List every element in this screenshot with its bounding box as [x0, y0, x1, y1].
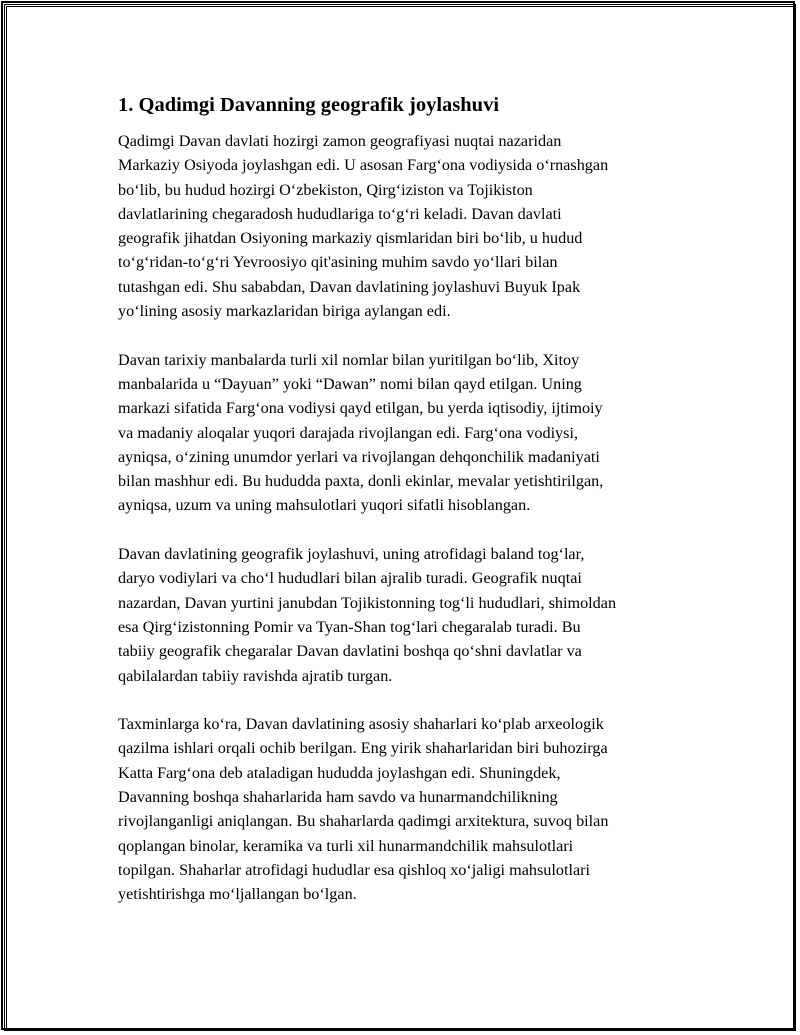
text-line: ayniqsa, o‘zining unumdor yerlari va rivojlangan dehqonchilik madaniyati — [118, 447, 600, 466]
text-line: qoplangan binolar, keramika va turli xil hunarmandchilik mahsulotlari — [118, 836, 574, 855]
text-line: qazilma ishlari orqali ochib berilgan. Eng yirik shaharlaridan biri buhozirga — [118, 739, 608, 758]
text-line: to‘g‘ridan-to‘g‘ri Yevroosiyo qit'asining muhim savdo yo‘llari bilan — [118, 253, 558, 272]
text-line: bilan mashhur edi. Bu hududda paxta, donli ekinlar, mevalar yetishtirilgan, — [118, 472, 604, 491]
text-line: tabiiy geografik chegaralar Davan davlatini boshqa qo‘shni davlatlar va — [118, 642, 582, 661]
text-line: va madaniy aloqalar yuqori darajada rivojlangan edi. Farg‘ona vodiysi, — [118, 423, 578, 442]
paragraph-2 — [118, 348, 688, 518]
paragraph-1 — [118, 129, 688, 323]
text-line: qabilalardan tabiiy ravishda ajratib turgan. — [118, 666, 393, 685]
text-line: daryo vodiylari va cho‘l hududlari bilan ajralib turadi. Geografik nuqtai — [118, 569, 582, 588]
text-line: geografik jihatdan Osiyoning markaziy qismlaridan biri bo‘lib, u hudud — [118, 229, 583, 248]
text-line: davlatlarining chegaradosh hududlariga to‘g‘ri keladi. Davan davlati — [118, 204, 562, 223]
text-line: nazardan, Davan yurtini janubdan Tojikistonning tog‘li hududlari, shimoldan — [118, 593, 617, 612]
text-line: tutashgan edi. Shu sababdan, Davan davlatining joylashuvi Buyuk Ipak — [118, 277, 581, 296]
text-line: Davanning boshqa shaharlarida ham savdo va hunarmandchilikning — [118, 788, 558, 807]
text-line: rivojlanganligi aniqlangan. Bu shaharlarda qadimgi arxitektura, suvoq bilan — [118, 812, 609, 831]
text-line: Markaziy Osiyoda joylashgan edi. U asosan Farg‘ona vodiysida o‘rnashgan — [118, 156, 609, 175]
paragraph-4 — [118, 712, 688, 906]
text-line: manbalarida u “Dayuan” yoki “Dawan” nomi bilan qayd etilgan. Uning — [118, 374, 582, 393]
text-line: yetishtirishga mo‘ljallangan bo‘lgan. — [118, 885, 357, 904]
text-line: bo‘lib, bu hudud hozirgi O‘zbekiston, Qirg‘iziston va Tojikiston — [118, 180, 533, 199]
paragraph-3 — [118, 542, 688, 688]
document-body — [118, 92, 688, 931]
section-heading: 1. Qadimgi Davanning geografik joylashuvi — [118, 94, 500, 116]
text-line: Katta Farg‘ona deb ataladigan hududda joylashgan edi. Shuningdek, — [118, 763, 561, 782]
text-line: Taxminlarga ko‘ra, Davan davlatining asosiy shaharlari ko‘plab arxeologik — [118, 715, 604, 734]
text-line: ayniqsa, uzum va uning mahsulotlari yuqori sifatli hisoblangan. — [118, 496, 531, 515]
text-line: yo‘lining asosiy markazlaridan biriga aylangan edi. — [118, 302, 451, 321]
text-line: esa Qirg‘izistonning Pomir va Tyan-Shan tog‘lari chegaralab turadi. Bu — [118, 617, 581, 636]
text-line: Davan tarixiy manbalarda turli xil nomlar bilan yuritilgan bo‘lib, Xitoy — [118, 350, 580, 369]
text-line: markazi sifatida Farg‘ona vodiysi qayd etilgan, bu yerda iqtisodiy, ijtimoiy — [118, 399, 603, 418]
text-line: Qadimgi Davan davlati hozirgi zamon geografiyasi nuqtai nazaridan — [118, 132, 562, 150]
text-line: Davan davlatining geografik joylashuvi, uning atrofidagi baland tog‘lar, — [118, 545, 585, 564]
text-line: topilgan. Shaharlar atrofidagi hududlar esa qishloq xo‘jaligi mahsulotlari — [118, 860, 591, 879]
